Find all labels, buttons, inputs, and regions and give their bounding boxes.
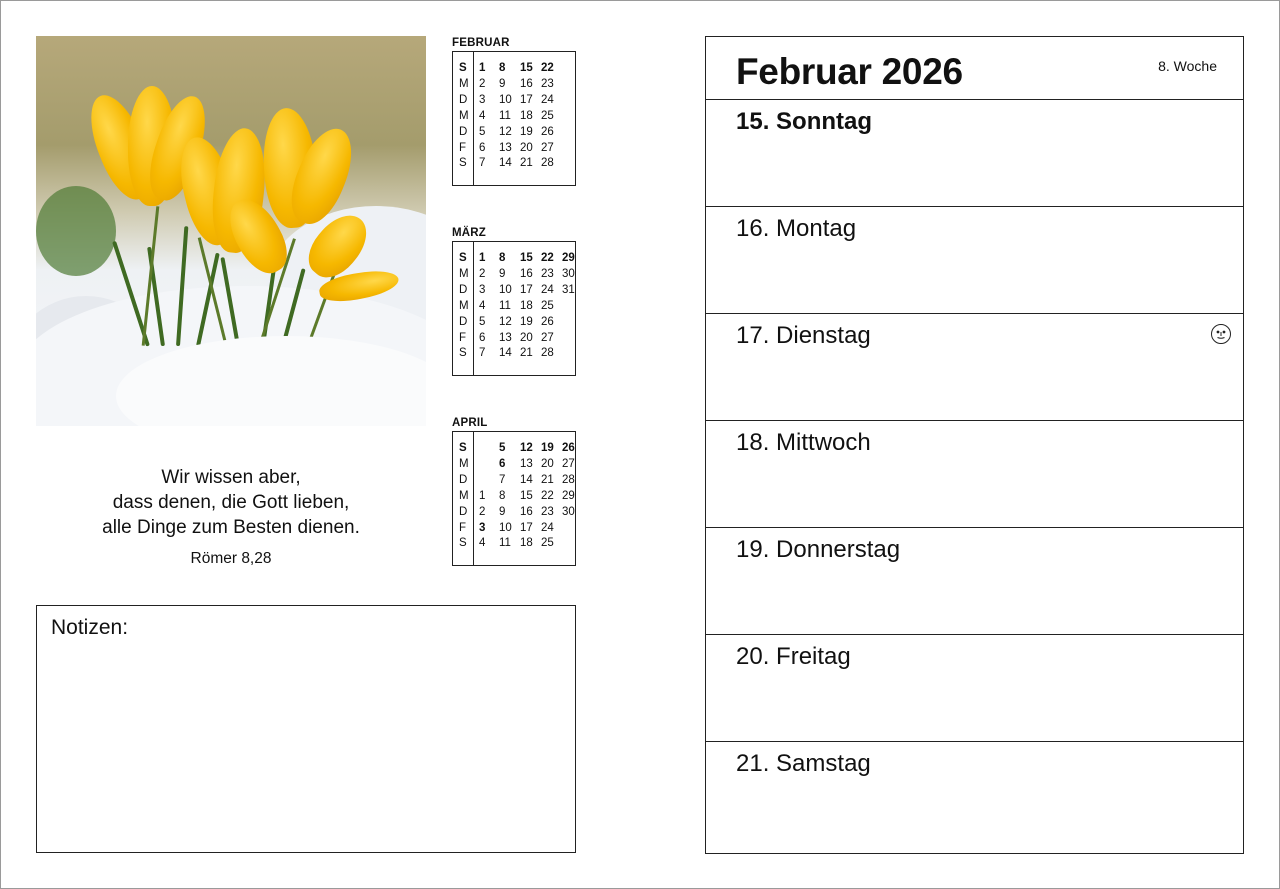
day-row[interactable] (706, 528, 1243, 635)
weekday-letter: M (459, 109, 469, 122)
weekday-letter: D (459, 283, 468, 296)
calendar-day: 13 (499, 331, 512, 344)
day-row[interactable] (706, 100, 1243, 207)
mini-calendar-februar (452, 37, 576, 186)
weekday-letter: D (459, 93, 468, 106)
weekday-letter: S (459, 62, 467, 74)
calendar-day: 9 (499, 267, 506, 280)
mini-calendar-april (452, 417, 576, 566)
day-name: Samstag (776, 750, 871, 777)
calendar-day: 14 (499, 347, 512, 360)
calendar-day: 17 (520, 521, 533, 534)
day-name: Freitag (776, 643, 851, 670)
day-number: 18. (736, 429, 770, 456)
calendar-day: 15 (520, 252, 533, 264)
crocus-photo (36, 36, 426, 426)
day-label (736, 108, 872, 136)
calendar-day: 24 (541, 283, 554, 296)
calendar-day: 7 (479, 157, 486, 170)
weekday-letter: M (459, 267, 469, 280)
calendar-day: 2 (479, 267, 486, 280)
weekday-letter: M (459, 457, 469, 470)
weekday-letter: S (459, 252, 467, 264)
full-moon-icon (1211, 324, 1231, 344)
notes-label: Notizen: (51, 616, 129, 639)
calendar-day: 18 (520, 109, 533, 122)
calendar-day: 22 (541, 62, 554, 74)
month-title: Februar 2026 (736, 51, 963, 92)
calendar-day: 28 (541, 347, 554, 360)
calendar-day: 10 (499, 93, 512, 106)
calendar-day: 1 (479, 489, 486, 502)
calendar-day: 29 (562, 252, 575, 264)
week-number: 8. Woche (1158, 58, 1217, 74)
verse-line: alle Dinge zum Besten dienen. (102, 517, 360, 538)
calendar-day: 6 (479, 331, 486, 344)
calendar-day: 23 (541, 77, 554, 90)
calendar-day: 1 (479, 252, 486, 264)
calendar-day: 9 (499, 505, 506, 518)
calendar-day: 20 (541, 457, 554, 470)
calendar-day: 28 (562, 473, 575, 486)
week-header (706, 37, 1243, 100)
calendar-day: 30 (562, 505, 575, 518)
day-row[interactable] (706, 635, 1243, 742)
calendar-day: 19 (541, 442, 554, 454)
verse-reference: Römer 8,28 (190, 550, 272, 567)
calendar-day: 10 (499, 283, 512, 296)
calendar-day: 13 (499, 141, 512, 154)
calendar-day: 12 (499, 315, 512, 328)
weekday-letter: S (459, 157, 467, 170)
weekday-letter: D (459, 473, 468, 486)
day-name: Donnerstag (776, 536, 901, 563)
calendar-day: 8 (499, 62, 506, 74)
calendar-day: 31 (562, 283, 575, 296)
week-planner (705, 36, 1244, 854)
calendar-day: 20 (520, 331, 533, 344)
weekday-letter: S (459, 442, 467, 454)
notes-box[interactable] (36, 605, 576, 853)
calendar-day: 6 (499, 457, 506, 470)
calendar-day: 11 (499, 109, 511, 122)
day-number: 15. (736, 108, 770, 135)
weekday-letter: M (459, 489, 469, 502)
calendar-day: 27 (541, 331, 554, 344)
calendar-day: 16 (520, 505, 533, 518)
calendar-day: 13 (520, 457, 533, 470)
day-label (736, 536, 900, 564)
day-label (736, 322, 871, 350)
calendar-day: 5 (499, 442, 506, 454)
calendar-day: 5 (479, 315, 486, 328)
day-row[interactable] (706, 314, 1243, 421)
calendar-day: 5 (479, 125, 486, 138)
calendar-day: 4 (479, 537, 486, 550)
calendar-day: 10 (499, 521, 512, 534)
mini-calendar-grid (452, 431, 576, 566)
calendar-day: 21 (520, 347, 533, 360)
calendar-day: 16 (520, 77, 533, 90)
weekday-letter: M (459, 77, 469, 90)
weekday-letter: F (459, 521, 467, 534)
weekday-letter: F (459, 331, 467, 344)
calendar-day: 26 (562, 442, 575, 454)
calendar-day: 21 (520, 157, 533, 170)
calendar-day: 8 (499, 489, 506, 502)
weekday-letter: S (459, 347, 467, 360)
verse-line: dass denen, die Gott lieben, (112, 492, 350, 513)
calendar-day: 26 (541, 315, 554, 328)
calendar-day: 17 (520, 283, 533, 296)
calendar-day: 7 (499, 473, 506, 486)
day-number: 19. (736, 536, 770, 563)
calendar-day: 28 (541, 157, 554, 170)
calendar-day: 17 (520, 93, 533, 106)
calendar-day: 3 (479, 521, 486, 534)
weekday-letter: D (459, 505, 468, 518)
weekday-letter: S (459, 537, 467, 550)
calendar-day: 27 (541, 141, 554, 154)
day-label (736, 643, 851, 671)
calendar-day: 11 (499, 299, 511, 312)
calendar-day: 4 (479, 109, 486, 122)
calendar-day: 18 (520, 299, 533, 312)
calendar-day: 18 (520, 537, 533, 550)
weekday-letter: F (459, 141, 467, 154)
calendar-day: 16 (520, 267, 533, 280)
mini-calendar-title: MÄRZ (452, 227, 487, 239)
calendar-day: 25 (541, 109, 554, 122)
day-row[interactable] (706, 207, 1243, 314)
weekday-letter: D (459, 315, 468, 328)
day-row[interactable] (706, 421, 1243, 528)
weekday-letter: D (459, 125, 468, 138)
day-label (736, 429, 871, 457)
calendar-day: 1 (479, 62, 486, 74)
verse-line: Wir wissen aber, (161, 467, 301, 488)
calendar-day: 23 (541, 267, 554, 280)
day-name: Dienstag (776, 322, 871, 349)
mini-calendar-grid (452, 51, 576, 186)
calendar-day: 23 (541, 505, 554, 518)
calendar-day: 19 (520, 315, 533, 328)
calendar-day: 24 (541, 93, 554, 106)
calendar-day: 15 (520, 489, 533, 502)
calendar-day: 29 (562, 489, 575, 502)
day-label (736, 215, 856, 243)
calendar-day: 7 (479, 347, 486, 360)
calendar-day: 12 (520, 442, 533, 454)
calendar-day: 21 (541, 473, 554, 486)
calendar-day: 22 (541, 489, 554, 502)
day-name: Montag (776, 215, 857, 242)
weekday-letter: M (459, 299, 469, 312)
calendar-day: 27 (562, 457, 575, 470)
calendar-day: 15 (520, 62, 533, 74)
calendar-day: 25 (541, 537, 554, 550)
calendar-day: 4 (479, 299, 486, 312)
calendar-day: 9 (499, 77, 506, 90)
bible-verse (36, 465, 426, 540)
calendar-day: 2 (479, 77, 486, 90)
calendar-day: 19 (520, 125, 533, 138)
calendar-day: 8 (499, 252, 506, 264)
mini-calendar-title: FEBRUAR (452, 37, 510, 49)
day-label (736, 750, 871, 778)
day-name: Mittwoch (776, 429, 871, 456)
calendar-day: 30 (562, 267, 575, 280)
calendar-day: 6 (479, 141, 486, 154)
day-number: 17. (736, 322, 770, 349)
calendar-day: 11 (499, 537, 511, 550)
day-row[interactable] (706, 742, 1243, 852)
calendar-day: 14 (520, 473, 533, 486)
mini-calendar-title: APRIL (452, 417, 488, 429)
day-number: 21. (736, 750, 770, 777)
day-number: 16. (736, 215, 770, 242)
calendar-day: 22 (541, 252, 554, 264)
calendar-day: 14 (499, 157, 512, 170)
calendar-day: 24 (541, 521, 554, 534)
calendar-day: 3 (479, 93, 486, 106)
calendar-day: 2 (479, 505, 486, 518)
calendar-day: 26 (541, 125, 554, 138)
day-name: Sonntag (776, 108, 873, 135)
day-number: 20. (736, 643, 770, 670)
mini-calendar-maerz (452, 227, 576, 376)
calendar-day: 3 (479, 283, 486, 296)
calendar-day: 25 (541, 299, 554, 312)
calendar-day: 12 (499, 125, 512, 138)
mini-calendar-grid (452, 241, 576, 376)
calendar-day: 20 (520, 141, 533, 154)
